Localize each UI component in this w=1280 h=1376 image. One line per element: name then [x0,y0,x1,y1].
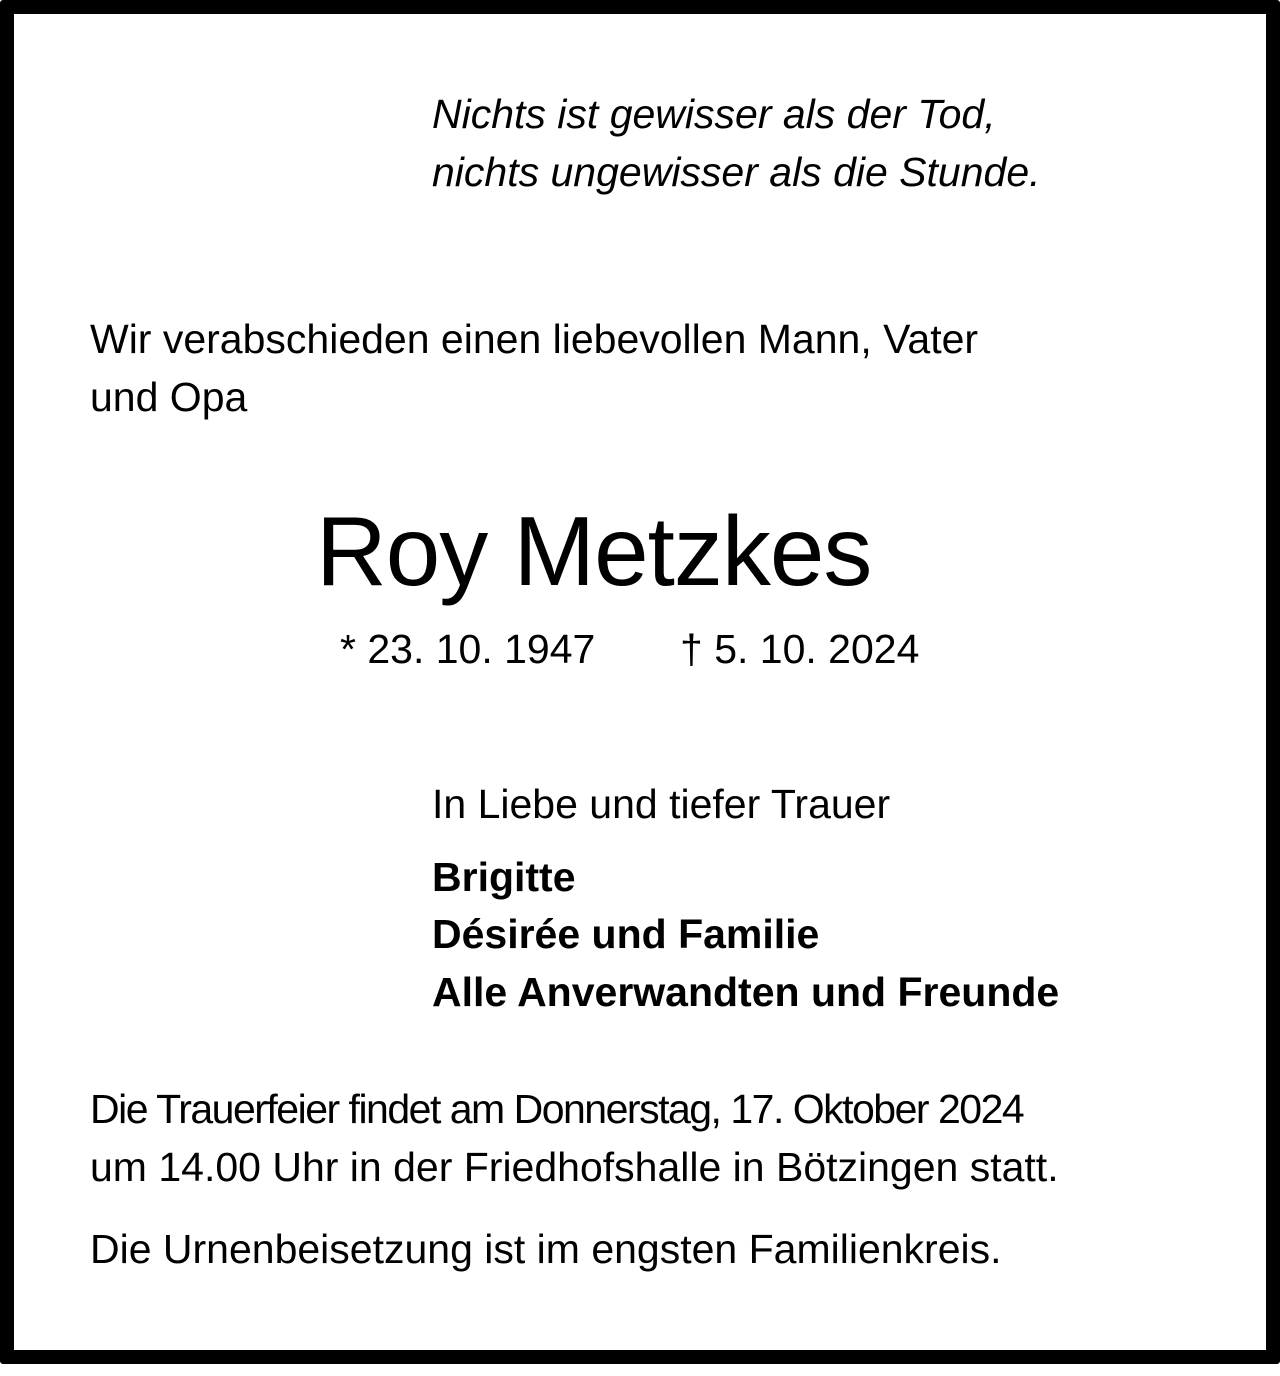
quote-line-2: nichts ungewisser als die Stunde. [432,149,1041,195]
mourner-name: Alle Anverwandten und Freunde [432,969,1060,1015]
funeral-line-2: um 14.00 Uhr in der Friedhofshalle in Bötzingen statt. [90,1144,1059,1190]
birth-date: * 23. 10. 1947 [340,626,596,672]
death-date: † 5. 10. 2024 [680,626,920,672]
mourners-heading: In Liebe und tiefer Trauer [432,781,891,827]
burial-line: Die Urnenbeisetzung ist im engsten Familienkreis. [90,1226,1002,1272]
intro-line-2: und Opa [90,374,248,420]
deceased-name: Roy Metzkes [316,496,872,606]
funeral-line-1: Die Trauerfeier findet am Donnerstag, 17. Oktober 2024 [90,1086,1024,1132]
intro-line-1: Wir verabschieden einen liebevollen Mann, Vater [90,316,979,362]
quote-line-1: Nichts ist gewisser als der Tod, [432,91,996,137]
mourner-name: Brigitte [432,854,576,900]
mourner-name: Désirée und Familie [432,911,820,957]
